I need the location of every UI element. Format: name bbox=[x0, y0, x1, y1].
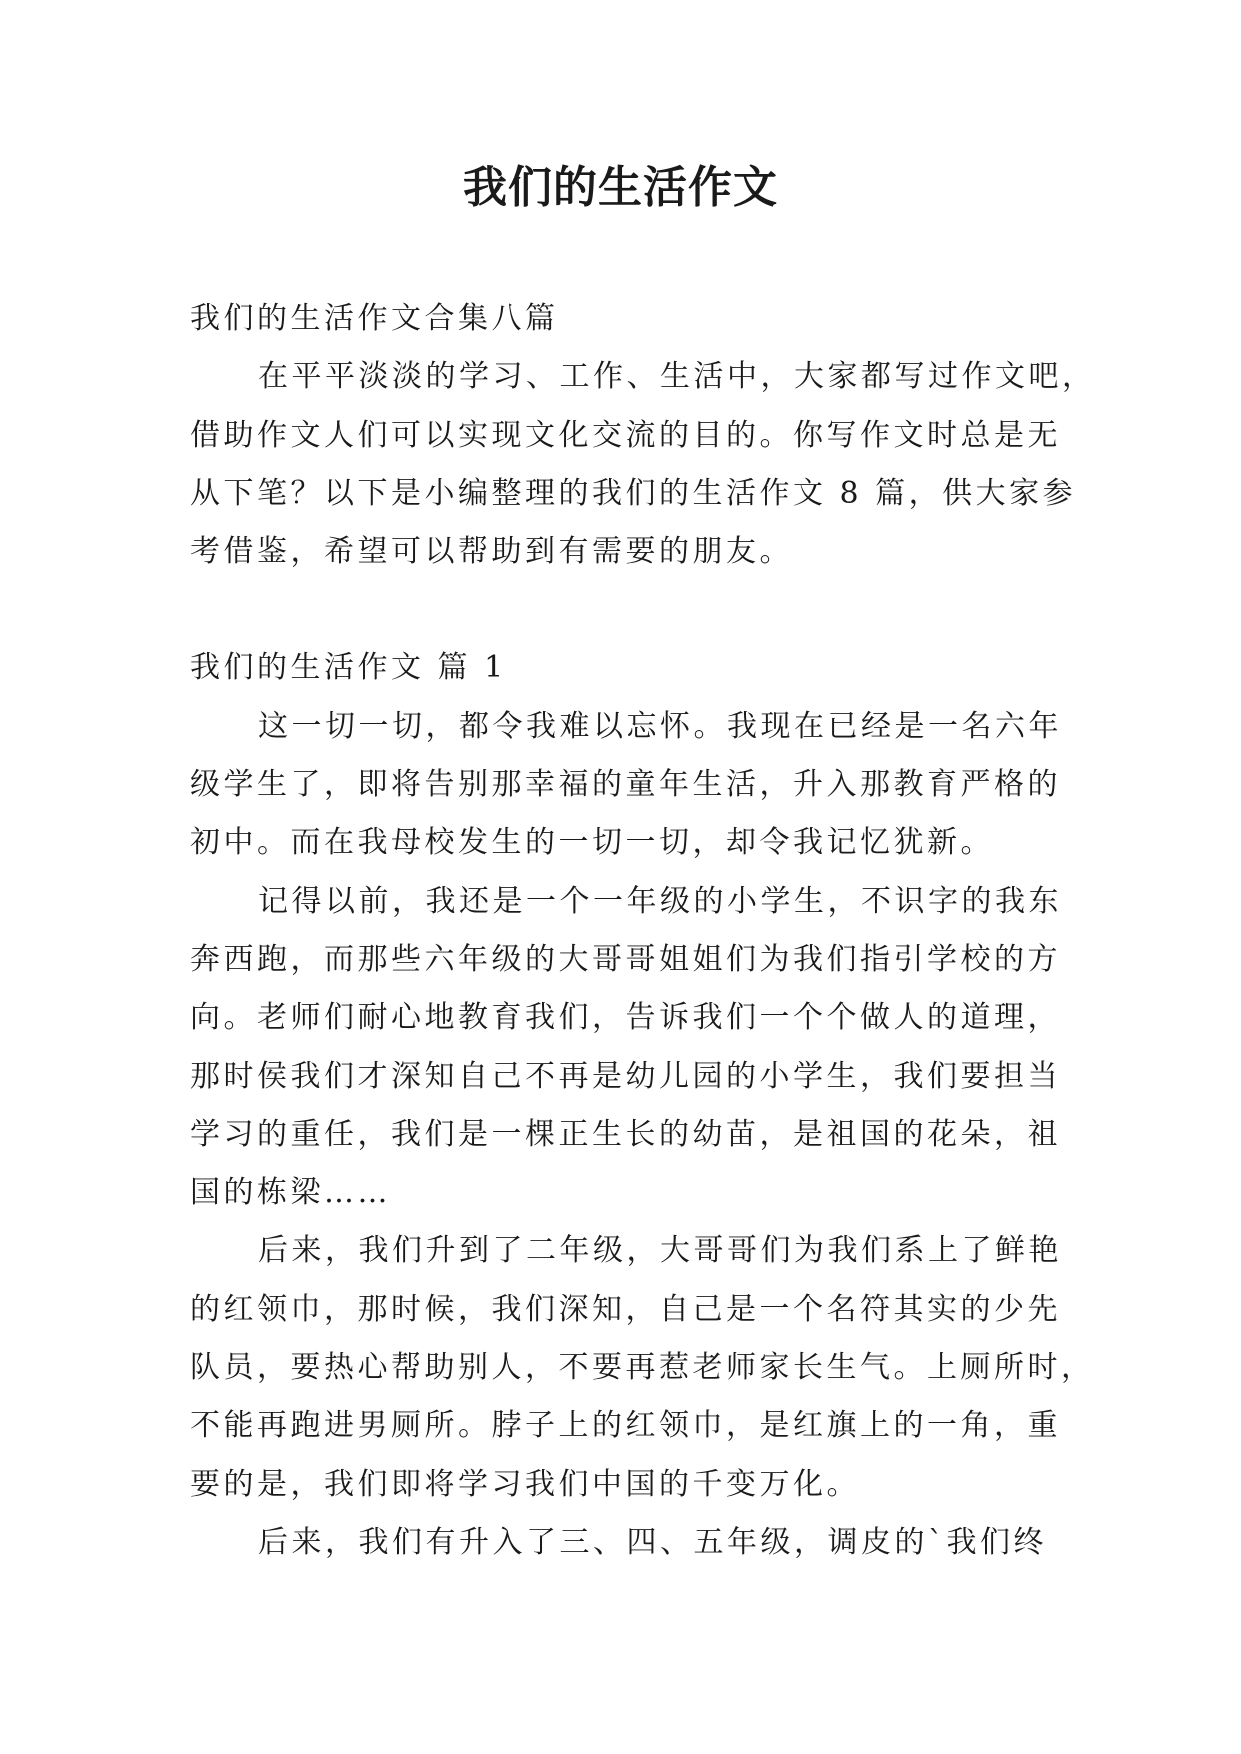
text-line: 后来，我们有升入了三、四、五年级，调皮的`我们终 bbox=[258, 1524, 1047, 1560]
text-line: 考借鉴，希望可以帮助到有需要的朋友。 bbox=[190, 534, 793, 570]
text-line: 不能再跑进男厕所。脖子上的红领巾，是红旗上的一角，重 bbox=[190, 1408, 1061, 1444]
body-paragraph bbox=[190, 698, 1060, 873]
intro-paragraph bbox=[190, 348, 1096, 581]
text-line: 国的栋梁…… bbox=[190, 1175, 391, 1211]
text-line: 在平平淡淡的学习、工作、生活中，大家都写过作文吧， bbox=[258, 359, 1096, 395]
text-line: 初中。而在我母校发生的一切一切，却令我记忆犹新。 bbox=[190, 825, 994, 861]
text-line: 那时侯我们才深知自己不再是幼儿园的小学生，我们要担当 bbox=[190, 1058, 1061, 1094]
body-paragraph bbox=[190, 1514, 1060, 1572]
text-line: 从下笔？以下是小编整理的我们的生活作文 8 篇，供大家参 bbox=[190, 475, 1077, 511]
text-line: 记得以前，我还是一个一年级的小学生，不识字的我东 bbox=[258, 883, 1062, 919]
document-title: 我们的生活作文 bbox=[463, 162, 778, 213]
collection-subtitle: 我们的生活作文合集八篇 bbox=[190, 301, 559, 336]
document-body bbox=[190, 290, 1096, 1572]
text-line: 队员，要热心帮助别人，不要再惹老师家长生气。上厕所时， bbox=[190, 1350, 1095, 1386]
text-line: 学习的重任，我们是一棵正生长的幼苗，是祖国的花朵，祖 bbox=[190, 1116, 1061, 1152]
text-line: 奔西跑，而那些六年级的大哥哥姐姐们为我们指引学校的方 bbox=[190, 941, 1061, 977]
text-line: 要的是，我们即将学习我们中国的千变万化。 bbox=[190, 1466, 860, 1502]
body-paragraph bbox=[190, 873, 1060, 1223]
text-line: 级学生了，即将告别那幸福的童年生活，升入那教育严格的 bbox=[190, 767, 1061, 803]
spacer bbox=[190, 581, 1060, 639]
body-paragraph bbox=[190, 1222, 1095, 1513]
text-line: 借助作文人们可以实现文化交流的目的。你写作文时总是无 bbox=[190, 417, 1061, 453]
text-line: 后来，我们升到了二年级，大哥哥们为我们系上了鲜艳 bbox=[258, 1233, 1062, 1269]
section-heading: 我们的生活作文 篇 1 bbox=[190, 650, 507, 686]
text-line: 向。老师们耐心地教育我们，告诉我们一个个做人的道理， bbox=[190, 1000, 1061, 1036]
text-line: 这一切一切，都令我难以忘怀。我现在已经是一名六年 bbox=[258, 708, 1062, 744]
text-line: 的红领巾，那时候，我们深知，自己是一个名符其实的少先 bbox=[190, 1291, 1061, 1327]
